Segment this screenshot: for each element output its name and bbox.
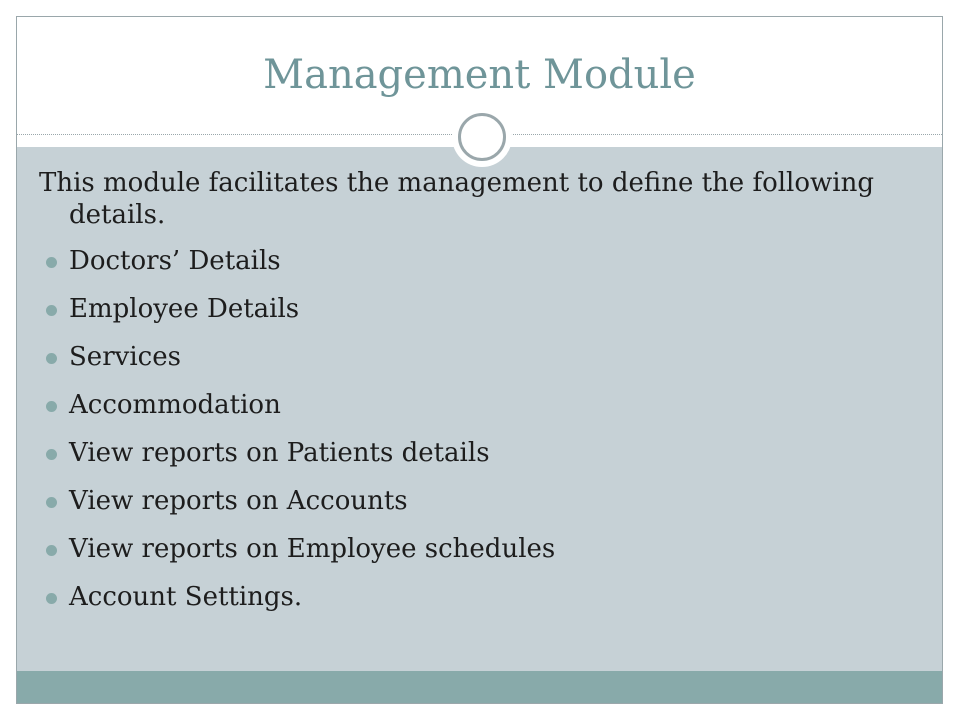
list-item — [39, 433, 909, 481]
list-item — [39, 529, 909, 577]
slide-title: Management Module — [263, 52, 696, 98]
list-item-label: View reports on Employee schedules — [69, 534, 556, 564]
bullet-icon — [46, 593, 57, 604]
list-item-label: Accommodation — [69, 390, 281, 420]
list-item — [39, 289, 909, 337]
slide-body — [39, 167, 909, 625]
list-item — [39, 385, 909, 433]
bullet-icon — [46, 353, 57, 364]
bullet-icon — [46, 401, 57, 412]
list-item — [39, 577, 909, 625]
list-item — [39, 481, 909, 529]
list-item-label: Doctors’ Details — [69, 246, 281, 276]
list-item-label: Services — [69, 342, 181, 372]
bullet-icon — [46, 257, 57, 268]
list-item — [39, 241, 909, 289]
bullet-list — [39, 241, 909, 625]
list-item-label: View reports on Patients details — [69, 438, 490, 468]
bullet-icon — [46, 497, 57, 508]
bullet-icon — [46, 545, 57, 556]
decorative-ring-icon — [458, 113, 506, 161]
footer-band — [17, 671, 942, 704]
bullet-icon — [46, 449, 57, 460]
intro-paragraph: This module facilitates the management to define the following details. — [39, 168, 874, 230]
list-item-label: Employee Details — [69, 294, 300, 324]
list-item-label: Account Settings. — [69, 582, 303, 612]
slide — [16, 16, 943, 704]
list-item-label: View reports on Accounts — [69, 486, 408, 516]
bullet-icon — [46, 305, 57, 316]
list-item — [39, 337, 909, 385]
